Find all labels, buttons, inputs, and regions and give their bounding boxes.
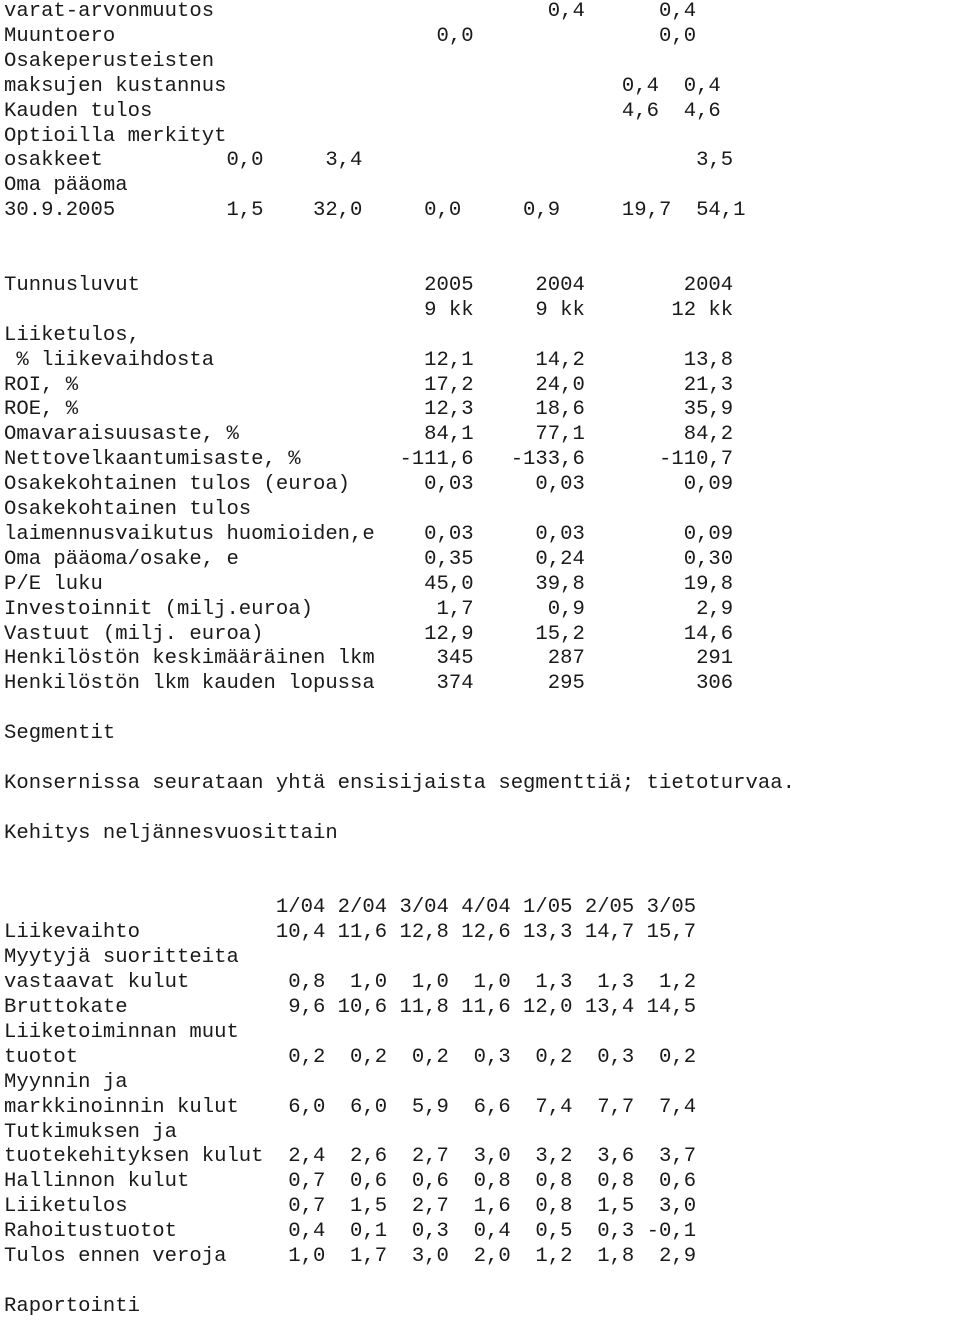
text-line: Liiketulos 0,7 1,5 2,7 1,6 0,8 1,5 3,0	[4, 1195, 697, 1219]
text-line: Omavaraisuusaste, % 84,1 77,1 84,2	[4, 423, 734, 447]
text-line: Liiketoiminnan muut	[4, 1020, 239, 1044]
text-line: Nettovelkaantumisaste, % -111,6 -133,6 -110,7	[4, 448, 734, 472]
text-line: 1/04 2/04 3/04 4/04 1/05 2/05 3/05	[4, 896, 697, 920]
text-line: 9 kk 9 kk 12 kk	[4, 298, 734, 322]
text-line: Myytyjä suoritteita	[4, 946, 239, 970]
text-line: Raportointi	[4, 1294, 140, 1318]
text-line: Oma pääoma	[4, 174, 128, 198]
text-line: Muuntoero 0,0 0,0	[4, 24, 697, 48]
text-line: Myynnin ja	[4, 1070, 128, 1094]
text-line: Liiketulos,	[4, 323, 140, 347]
text-line: Bruttokate 9,6 10,6 11,8 11,6 12,0 13,4 14,5	[4, 996, 697, 1019]
text-line: tuotot 0,2 0,2 0,2 0,3 0,2 0,3 0,2	[4, 1045, 697, 1069]
text-line: vastaavat kulut 0,8 1,0 1,0 1,0 1,3 1,3 1,2	[4, 971, 697, 995]
text-line: Osakeperusteisten	[4, 49, 215, 73]
text-line: Liikevaihto 10,4 11,6 12,8 12,6 13,3 14,7 15,7	[4, 921, 697, 945]
text-line: Segmentit	[4, 722, 116, 746]
text-line: Rahoitustuotot 0,4 0,1 0,3 0,4 0,5 0,3 -0,1	[4, 1220, 697, 1244]
text-line: varat-arvonmuutos 0,4 0,4	[4, 0, 697, 23]
text-line: Oma pääoma/osake, e 0,35 0,24 0,30	[4, 547, 734, 571]
text-line: Hallinnon kulut 0,7 0,6 0,6 0,8 0,8 0,8 0,6	[4, 1170, 697, 1194]
text-line: osakkeet 0,0 3,4 3,5	[4, 149, 734, 173]
text-line: Osakekohtainen tulos	[4, 498, 252, 521]
text-line: Tulos ennen veroja 1,0 1,7 3,0 2,0 1,2 1,8 2,9	[4, 1245, 697, 1268]
text-line: Kehitys neljännesvuosittain	[4, 821, 338, 845]
text-line: Tutkimuksen ja	[4, 1120, 178, 1144]
text-line: Osakekohtainen tulos (euroa) 0,03 0,03 0,09	[4, 473, 734, 497]
text-line: Konsernissa seurataan yhtä ensisijaista segmenttiä; tietoturvaa.	[4, 771, 795, 795]
text-line: Vastuut (milj. euroa) 12,9 15,2 14,6	[4, 622, 734, 646]
text-line: % liikevaihdosta 12,1 14,2 13,8	[4, 348, 734, 372]
text-line: ROI, % 17,2 24,0 21,3	[4, 373, 734, 397]
text-line: Optioilla merkityt	[4, 124, 227, 148]
text-line: Tunnusluvut 2005 2004 2004	[4, 273, 734, 297]
text-line: laimennusvaikutus huomioiden,e 0,03 0,03 0,09	[4, 522, 734, 546]
text-line: Investoinnit (milj.euroa) 1,7 0,9 2,9	[4, 597, 734, 621]
text-line: ROE, % 12,3 18,6 35,9	[4, 398, 734, 422]
text-line: markkinoinnin kulut 6,0 6,0 5,9 6,6 7,4 7,7 7,4	[4, 1095, 697, 1119]
text-line: tuotekehityksen kulut 2,4 2,6 2,7 3,0 3,2 3,6 3,7	[4, 1145, 697, 1169]
text-line: Henkilöstön lkm kauden lopussa 374 295 306	[4, 672, 734, 696]
text-line: P/E luku 45,0 39,8 19,8	[4, 572, 734, 596]
text-line: maksujen kustannus 0,4 0,4	[4, 74, 721, 98]
text-line: Henkilöstön keskimääräinen lkm 345 287 291	[4, 647, 734, 671]
text-line: 30.9.2005 1,5 32,0 0,0 0,9 19,7 54,1	[4, 199, 746, 223]
text-line: Kauden tulos 4,6 4,6	[4, 99, 721, 123]
